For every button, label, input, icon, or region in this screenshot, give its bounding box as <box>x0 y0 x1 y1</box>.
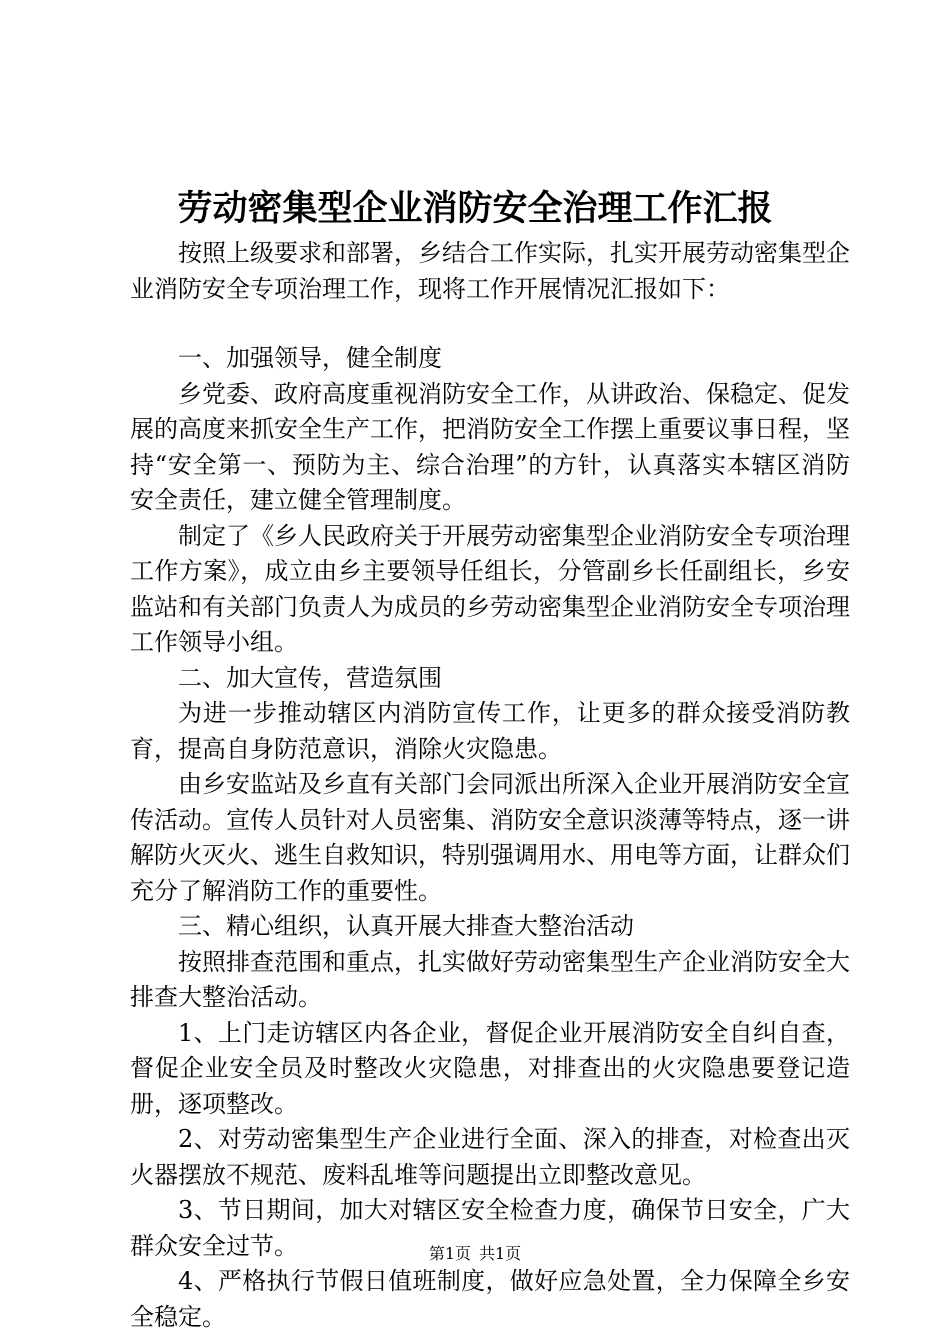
paragraph: 由乡安监站及乡直有关部门会同派出所深入企业开展消防安全宣传活动。宣传人员针对人员密集、消防安全意识淡薄等特点，逐一讲解防火灭火、逃生自救知识，特别强调用水、用电等方面，让群众们充分了解消防工作的重要性。 <box>130 770 850 905</box>
section-heading-2: 二、加大宣传，营造氛围 <box>178 663 442 692</box>
list-item: 3、节日期间，加大对辖区安全检查力度，确保节日安全，广大群众安全过节。 <box>130 1196 850 1260</box>
page-total: 共1页 <box>479 1244 522 1263</box>
list-item: 4、严格执行节假日值班制度，做好应急处置，全力保障全乡安全稳定。 <box>130 1267 850 1331</box>
section-heading-3: 三、精心组织，认真开展大排查大整治活动 <box>178 912 634 940</box>
document-body <box>130 236 850 1335</box>
paragraph: 乡党委、政府高度重视消防安全工作，从讲政治、保稳定、促发展的高度来抓安全生产工作，把消防安全工作摆上重要议事日程，坚持“安全第一、预防为主、综合治理”的方针，认真落实本辖区消防安全责任，建立健全管理制度。 <box>130 379 850 514</box>
paragraph: 制定了《乡人民政府关于开展劳动密集型企业消防安全专项治理工作方案》，成立由乡主要领导任组长，分管副乡长任副组长，乡安监站和有关部门负责人为成员的乡劳动密集型企业消防安全专项治理工作领导小组。 <box>130 521 850 656</box>
list-item: 2、对劳动密集型生产企业进行全面、深入的排查，对检查出灭火器摆放不规范、废料乱堆等问题提出立即整改意见。 <box>130 1125 850 1189</box>
paragraph: 按照排查范围和重点，扎实做好劳动密集型生产企业消防安全大排查大整治活动。 <box>130 947 850 1011</box>
list-item: 1、上门走访辖区内各企业，督促企业开展消防安全自纠自查，督促企业安全员及时整改火灾隐患，对排查出的火灾隐患要登记造册，逐项整改。 <box>130 1018 850 1118</box>
paragraph: 为进一步推动辖区内消防宣传工作，让更多的群众接受消防教育，提高自身防范意识，消除火灾隐患。 <box>130 699 850 763</box>
page-number: 第1页 <box>428 1244 471 1263</box>
paragraph-intro: 按照上级要求和部署，乡结合工作实际，扎实开展劳动密集型企业消防安全专项治理工作，现将工作开展情况汇报如下： <box>130 239 850 303</box>
page-footer <box>0 1242 950 1266</box>
section-heading-1: 一、加强领导，健全制度 <box>178 344 442 372</box>
document-title: 劳动密集型企业消防安全治理工作汇报 <box>177 188 773 229</box>
